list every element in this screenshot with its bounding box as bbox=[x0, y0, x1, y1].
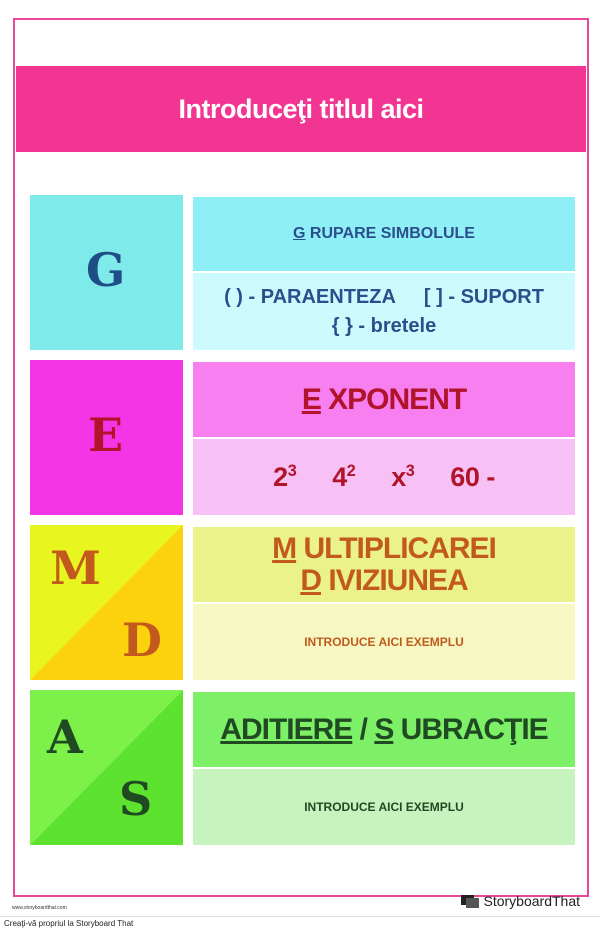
title-banner bbox=[16, 66, 586, 152]
letter-box-as bbox=[30, 690, 183, 845]
letter-box-e bbox=[30, 360, 183, 515]
letter-g: G bbox=[86, 243, 126, 297]
brackets-label: [ ] - SUPORT bbox=[423, 285, 544, 308]
exponent-examples bbox=[273, 462, 495, 493]
exponent-example-2: $4^2$ bbox=[332, 461, 356, 492]
storyboardthat-logo bbox=[460, 893, 581, 909]
bottom-credit[interactable]: Creaţi-vă propriul la Storyboard That bbox=[4, 919, 134, 928]
multiply-divide-example-panel bbox=[193, 604, 575, 680]
row-grouping bbox=[30, 195, 575, 350]
add-subtract-heading: ADITIERE / S UBRACŢIE bbox=[220, 712, 548, 746]
multiply-heading: M ULTIPLICAREI bbox=[272, 531, 496, 565]
grouping-heading-panel bbox=[193, 197, 575, 271]
add-subtract-example-panel bbox=[193, 769, 575, 845]
letter-d: D bbox=[122, 613, 162, 667]
exponent-example-1: $2^3$ bbox=[273, 461, 297, 492]
logo-text: StoryboardThat bbox=[483, 893, 580, 909]
grouping-symbols-panel bbox=[193, 273, 575, 350]
exponent-examples-panel bbox=[193, 439, 575, 515]
add-subtract-example[interactable]: INTRODUCE AICI EXEMPLU bbox=[304, 800, 464, 814]
footer-url: www.storyboardthat.com bbox=[12, 905, 67, 911]
row-exponent bbox=[30, 360, 575, 515]
multiply-divide-example[interactable]: INTRODUCE AICI EXEMPLU bbox=[304, 635, 464, 649]
multiply-divide-heading-panel bbox=[193, 527, 575, 602]
letter-m: M bbox=[50, 541, 101, 595]
letter-a: A bbox=[47, 710, 83, 764]
letter-box-g bbox=[30, 195, 183, 350]
exponent-heading: E XPONENT bbox=[301, 382, 467, 416]
storyboard-logo-icon bbox=[460, 893, 480, 909]
grouping-heading: G RUPARE SIMBOLULE bbox=[293, 225, 475, 242]
letter-s: S bbox=[119, 772, 153, 826]
row-multiply-divide bbox=[30, 525, 575, 680]
exponent-example-4: 60 - bbox=[450, 461, 495, 492]
braces-label: { } - bretele bbox=[331, 314, 437, 337]
exponent-example-3: $x^3$ bbox=[391, 461, 415, 492]
parentheses-label: ( ) - PARAENTEZA bbox=[224, 285, 396, 308]
letter-box-md bbox=[30, 525, 183, 680]
letter-e: E bbox=[88, 408, 124, 462]
add-subtract-heading-panel bbox=[193, 692, 575, 767]
exponent-heading-panel bbox=[193, 362, 575, 437]
poster-title[interactable]: Introduceţi titlul aici bbox=[178, 93, 424, 124]
row-add-subtract bbox=[30, 690, 575, 845]
divide-heading: D IVIZIUNEA bbox=[300, 563, 468, 597]
